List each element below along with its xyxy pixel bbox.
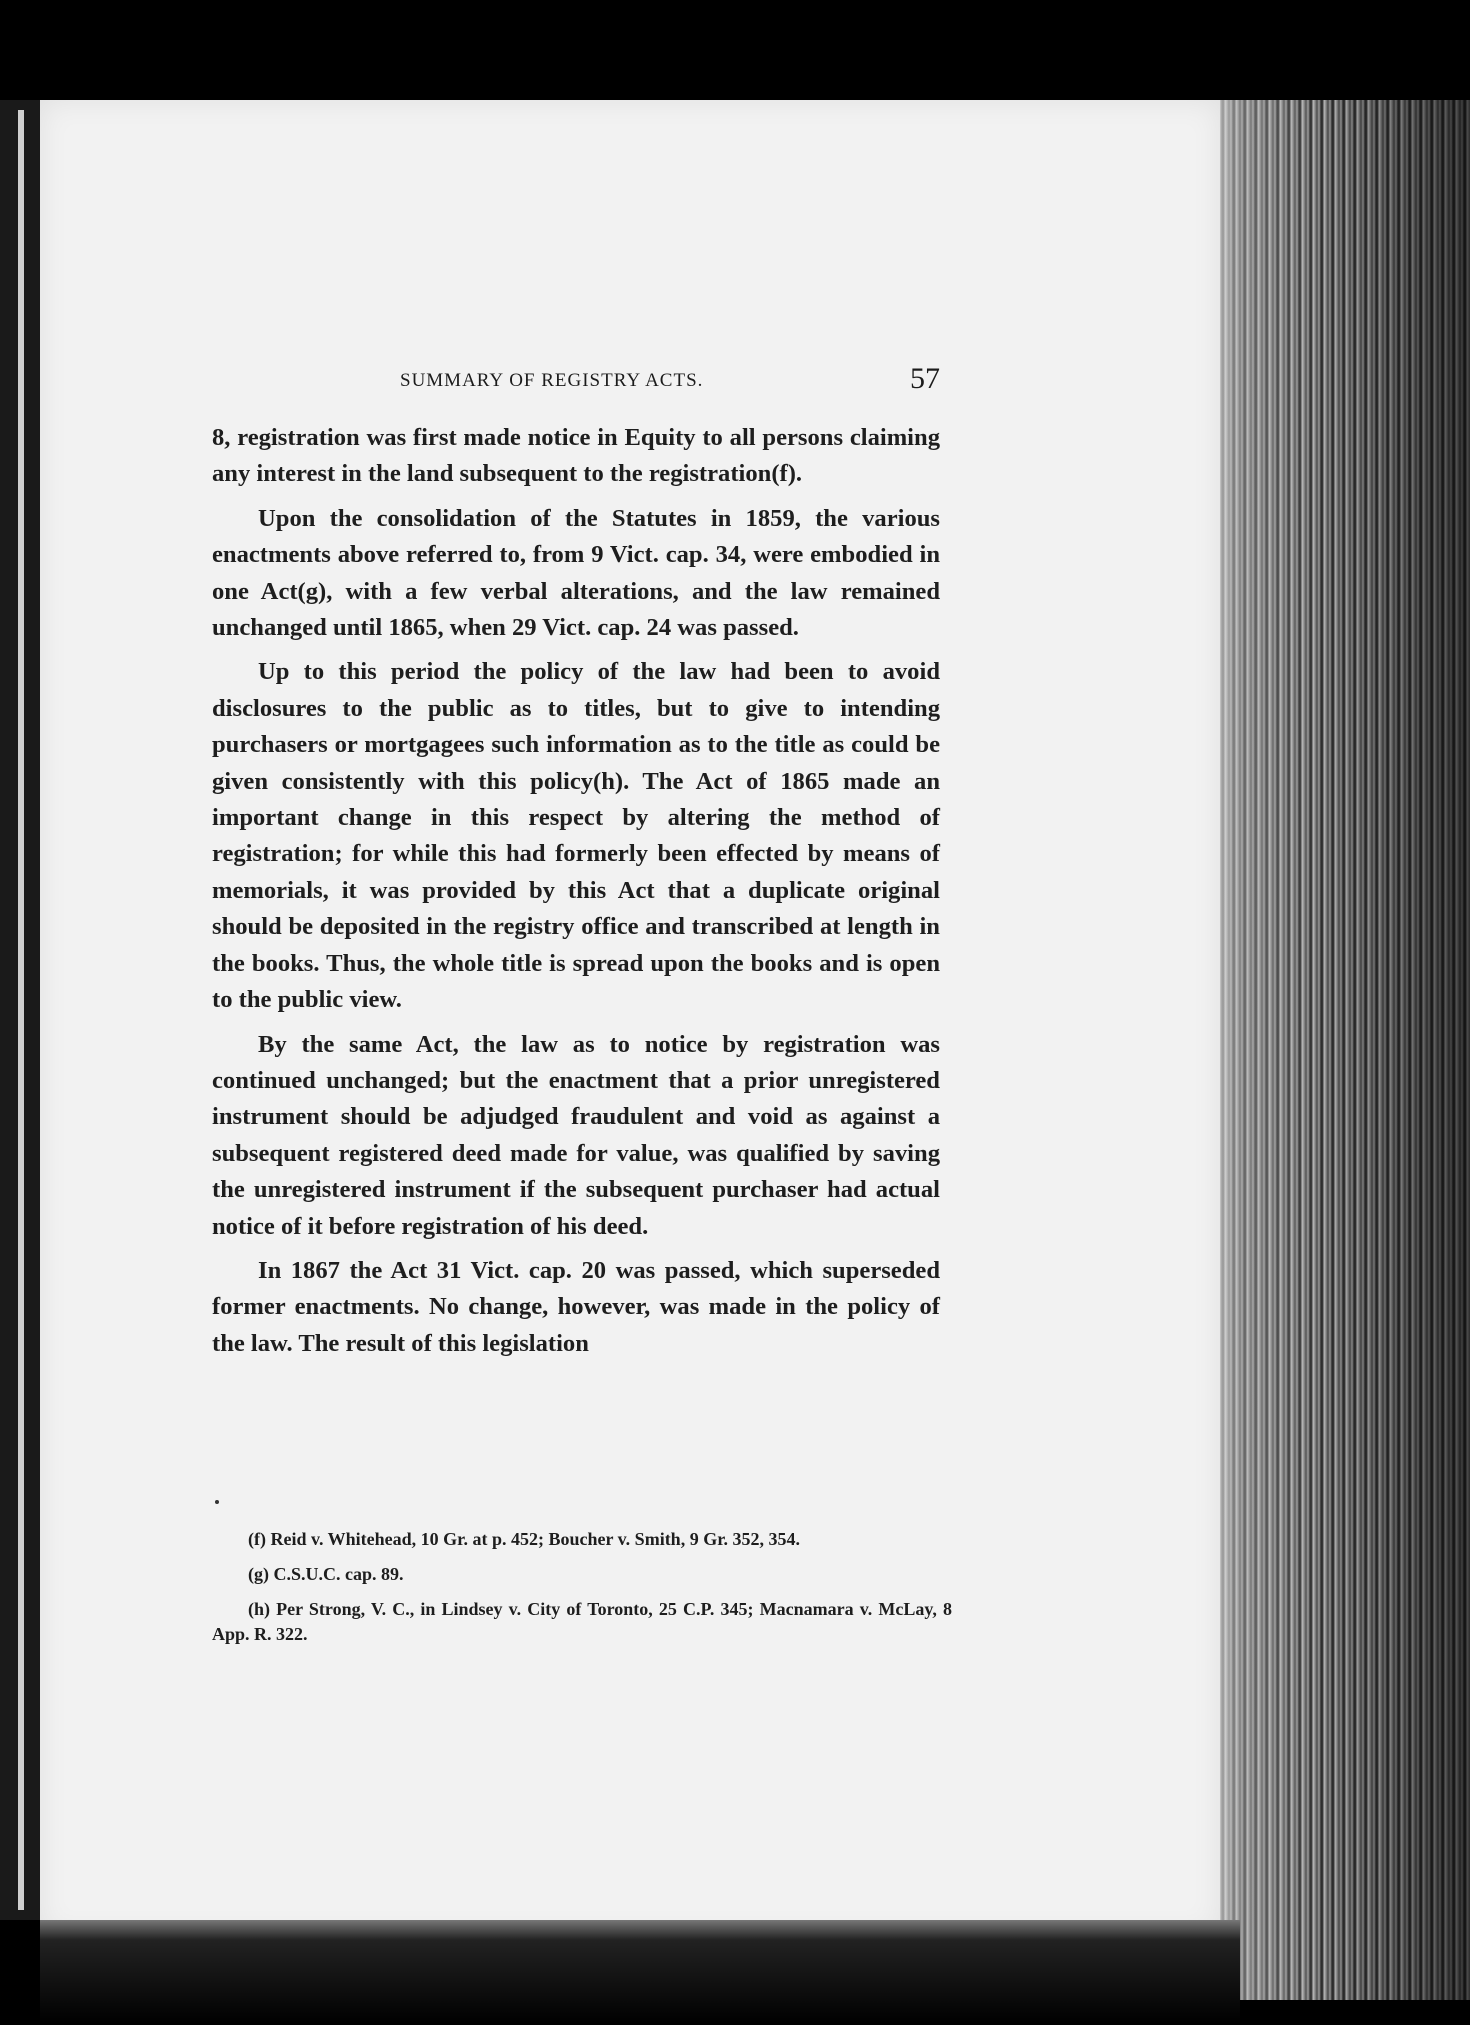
paragraph-5: In 1867 the Act 31 Vict. cap. 20 was passed, which superseded former enactments. No change, however, was made in the policy of the law. The result of this legislation [212, 1256, 940, 1357]
body-text [212, 420, 940, 1370]
footnote-h: (h) Per Strong, V. C., in Lindsey v. City of Toronto, 25 C.P. 345; Macnamara v. McLay, 8 App. R. 322. [212, 1599, 952, 1644]
page-number: 57 [910, 362, 940, 395]
footnote-separator-mark [215, 1500, 219, 1504]
footnote-f: (f) Reid v. Whitehead, 10 Gr. at p. 452; Boucher v. Smith, 9 Gr. 352, 354. [248, 1529, 801, 1549]
footnotes [212, 1527, 952, 1657]
page-header [400, 362, 940, 402]
book-edge-shading [1200, 100, 1470, 2000]
paragraph-1: 8, registration was first made notice in Equity to all persons claiming any interest in the land subsequent to the registration(f). [212, 424, 940, 488]
left-page-edge-highlight [18, 110, 24, 1910]
paragraph-3: Up to this period the policy of the law had been to avoid disclosures to the public as to titles, but to give to intending purchasers or mortgagees such information as to the title as could be given consistently with this policy(h). The Act of 1865 made an important change in this respect by altering the method of registration; for while this had formerly been effected by means of memorials, it was provided by this Act that a duplicate original should be deposited in the registry office and transcribed at length in the books. Thus, the whole title is spread upon the books and is open to the public view. [212, 658, 940, 1014]
page-bottom-shadow [40, 1920, 1240, 2025]
footnote-g: (g) C.S.U.C. cap. 89. [248, 1564, 404, 1584]
paragraph-4: By the same Act, the law as to notice by registration was continued unchanged; but the enactment that a prior unregistered instrument should be adjudged fraudulent and void as against a subsequent registered deed made for value, was qualified by saving the unregistered instrument if the subsequent purchaser had actual notice of it before registration of his deed. [212, 1030, 940, 1240]
running-head: SUMMARY OF REGISTRY ACTS. [400, 370, 704, 391]
paragraph-2: Upon the consolidation of the Statutes in 1859, the various enactments above referred to, from 9 Vict. cap. 34, were embodied in one Act(g), with a few verbal alterations, and the law remained unchanged until 1865, when 29 Vict. cap. 24 was passed. [212, 504, 940, 642]
